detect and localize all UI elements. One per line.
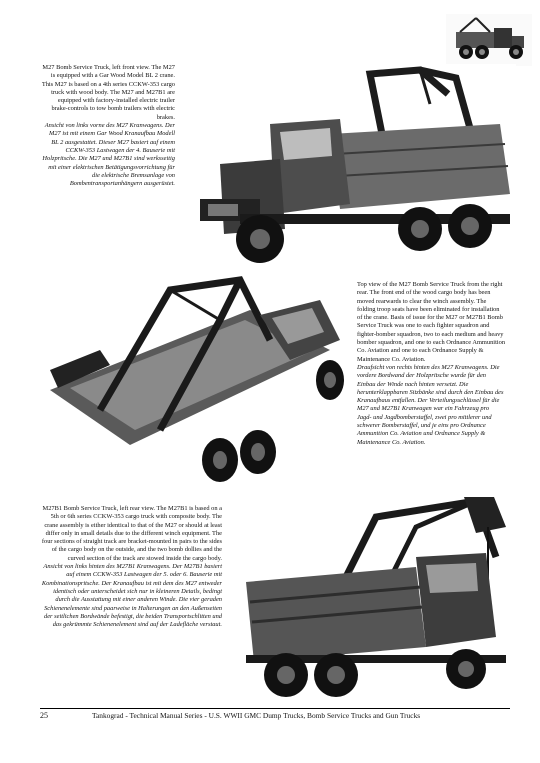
caption-english: M27B1 Bomb Service Truck, left rear view. The M27B1 is based on a 5th or 6th series CCKW-353 cargo truck with composite body. The crane assembly is either identical to that of the M27 or should at least differ only in small details due to the different winch equipment. The four sections of straight track are bracket-mounted in pairs to the sides of the cargo body on the outside, and the two bomb dollies and the curved section of the track are stowed inside the cargo body. xyxy=(41,505,222,562)
caption-english: Top view of the M27 Bomb Service Truck from the right rear. The front end of the wood cargo body has been moved rearwards to clear the winch assembly. The folding troop seats have been eliminated for installation of the crane. Basis of issue for the M27 or M27B1 Bomb Service Truck was one to each fighter squadron and fighter-bomber squadron, two to each medium and heavy bomber squadron, and one to each Ordnance Ammunition Co. Aviation and one to each Ordnance Supply & Maintenance Co. Aviation. xyxy=(357,281,506,363)
photo-m27-left-front xyxy=(180,64,516,270)
truck-thumbnail-image xyxy=(446,14,532,66)
caption-m27-front-view xyxy=(40,64,175,188)
caption-german: Draufsicht von rechts hinten des M27 Kranwagens. Die vordere Bordwand der Holzpritsche wurde für den Einbau der Winde nach hinten versetzt. Die herunterklappbaren Sitzbänke sind durch den Einbau des Kranaufbaus entfallen. Der Verteilungsschlüssel für die M27 und M27B1 Kranwagen war ein Fahrzeug pro Jagd- und Jagdbomberstaffel, zwei pro mittlerer und schwerer Bomberstaffel, und je eins pro Ordnance Ammunition Co. Aviation und Ordnance Supply & Maintenance Co. Aviation. xyxy=(357,363,504,446)
running-title: Tankograd - Technical Manual Series - U.S. WWII GMC Dump Trucks, Bomb Service Trucks and Gun Trucks xyxy=(92,711,421,720)
caption-german: Ansicht von links hinten des M27B1 Kranwagens. Der M27B1 basiert auf einem CCKW-353 Lastwagen der 5. oder 6. Bauserie mit Kombinationspritsche. Der Kranaufbau ist mit dem des M27 entweder identisch oder unterscheidet sich nur in kleineren Details, bedingt durch die Ausstattung mit einer anderen Winde. Die vier geraden Schienenelemente sind paarweise in Halterungen an den Außenseiten der seitlichen Bordwände befestigt, die beiden Transportschlitten und das gekrümmte Schienenelement sind auf der Ladefläche verstaut. xyxy=(41,563,222,629)
photo-m27-top-view xyxy=(40,270,352,496)
page-number: 25 xyxy=(40,711,48,720)
caption-english: M27 Bomb Service Truck, left front view. The M27 is equipped with a Gar Wood Model BL 2 crane. This M27 is based on a 4th series CCKW-353 cargo truck with wood body. The M27 and M27B1 are equipped with factory-installed electric trailer brake-controls to tow bomb trailers with electric brakes. xyxy=(41,64,175,121)
footer-rule xyxy=(40,708,510,709)
caption-m27b1-rear-view xyxy=(40,505,222,629)
caption-m27-top-view xyxy=(357,281,505,447)
caption-german: Ansicht von links vorne des M27 Kranwagens. Der M27 ist mit einem Gar Wood Kranaufbau Modell BL 2 ausgestattet. Dieser M27 basiert auf einem CCKW-353 Lastwagen der 4. Bauserie mit Holzpritsche. Die M27 und M27B1 sind werksseitig mit einer elektrischen Betätigungsvorrichtung für die elektrische Bremsanlage von Bombentransportanhängern ausgerüstet. xyxy=(42,122,175,188)
photo-m27b1-left-rear xyxy=(226,497,516,703)
